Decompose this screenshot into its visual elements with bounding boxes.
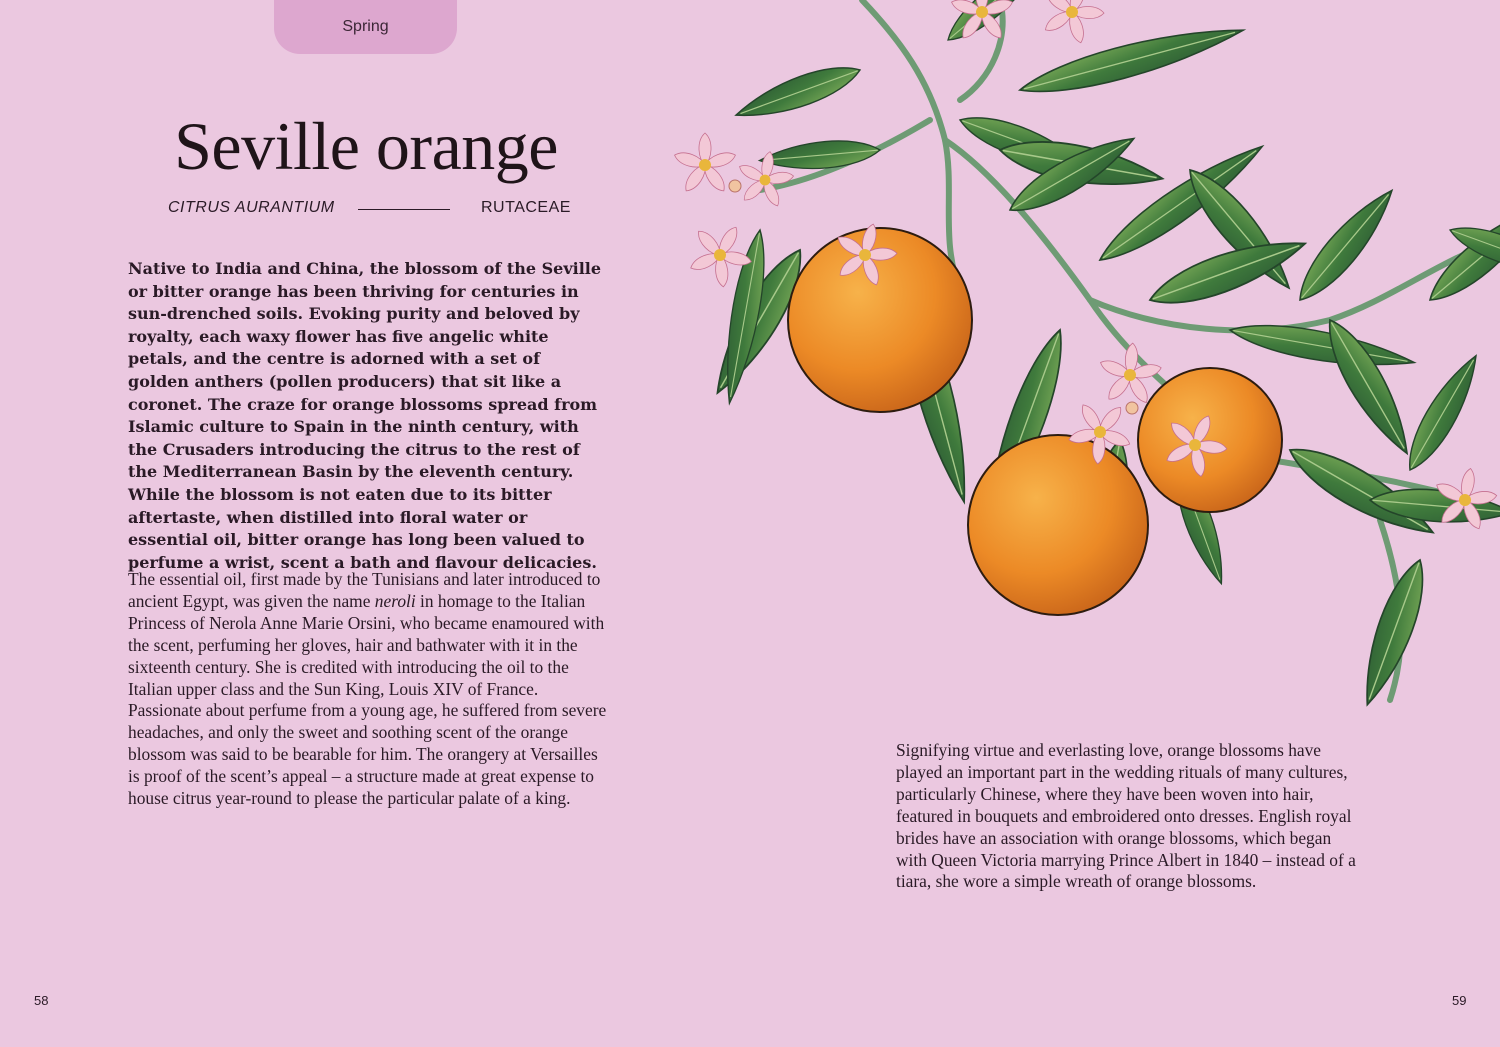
wedding-paragraph: Signifying virtue and everlasting love, orange blossoms have played an important part in the wedding rituals of many cultures, particularly Chinese, where they have been woven into hair, featured in bouquets and embroidered onto dresses. English royal brides have an association with orange blossoms, which began with Queen Victoria marrying Prince Albert in 1840 – instead of a tiara, she wore a simple wreath of orange blossoms. (896, 740, 1356, 892)
section-tab (274, 0, 457, 54)
page-number-left: 58 (34, 993, 49, 1008)
page-number-right: 59 (1452, 993, 1467, 1008)
section-tab-label: Spring (342, 18, 389, 35)
orange-branch-illustration (630, 0, 1500, 720)
paragraph-text: in homage to the Italian Princess of Nerola Anne Marie Orsini, who became enamoured with the scent, perfuming her gloves, hair and bathwater with it in the sixteenth century. She is credited with introducing the oil to the Italian upper class and the Sun King, Louis XIV of France. Passionate about perfume from a young age, he suffered from severe headaches, and only the sweet and soothing scent of the orange blossom was said to be bearable for him. The orangery at Versailles is proof of the scent’s appeal – a structure made at great expense to house citrus year-round to please the particular palate of a king. (128, 590, 607, 809)
paragraph-text: The essential oil, first made by the Tunisians and later introduced to ancient Egypt, was given the name (128, 569, 601, 611)
intro-paragraph: Native to India and China, the blossom of the Seville or bitter orange has been thriving for centuries in sun-drenched soils. Evoking purity and beloved by royalty, each waxy flower has five angelic white petals, and the centre is adorned with a set of golden anthers (pollen producers) that sit like a coronet. The craze for orange blossoms spread from Islamic culture to Spain in the ninth century, with the Crusaders introducing the citrus to the rest of the Mediterranean Basin by the eleventh century. While the blossom is not eaten due to its bitter aftertaste, when distilled into floral water or essential oil, bitter orange has long been valued to perfume a wrist, scent a bath and flavour delicacies. (128, 259, 602, 572)
page-title: Seville orange (174, 108, 558, 184)
plant-family: RUTACEAE (481, 199, 571, 216)
divider (358, 209, 450, 210)
body-paragraph (128, 569, 608, 810)
emphasis-term: neroli (374, 590, 416, 611)
latin-name: CITRUS AURANTIUM (168, 199, 335, 216)
